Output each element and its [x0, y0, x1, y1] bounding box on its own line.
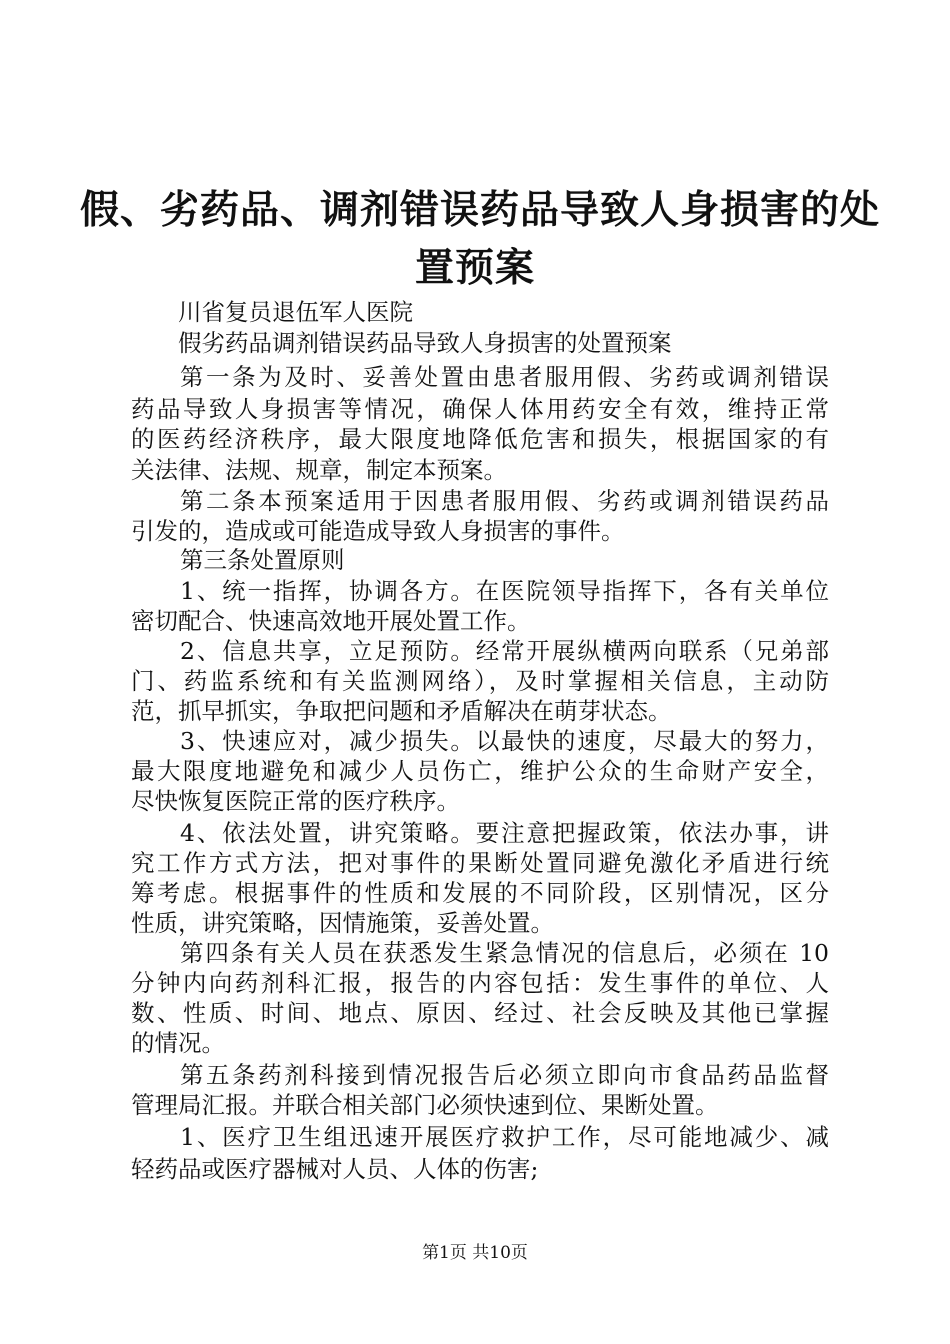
principle-3-line: 尽快恢复医院正常的医疗秩序。: [131, 787, 460, 815]
plan-subtitle: 假劣药品调剂错误药品导致人身损害的处置预案: [178, 329, 672, 357]
article-1-line: 关法律、法规、规章，制定本预案。: [131, 456, 507, 484]
principle-4-line: 究工作方式方法，把对事件的果断处置同避免激化矛盾进行统: [131, 849, 829, 877]
article-5-line: 管理局汇报。并联合相关部门必须快速到位、果断处置。: [131, 1091, 719, 1119]
principle-2-line: 范，抓早抓实，争取把问题和矛盾解决在萌芽状态。: [131, 697, 672, 725]
principle-4-line: 4、依法处置，讲究策略。要注意把握政策，依法办事，讲: [180, 819, 829, 847]
page-number-footer: 第1页 共10页: [422, 1243, 528, 1263]
article-4-line: 数、性质、时间、地点、原因、经过、社会反映及其他已掌握: [131, 999, 829, 1027]
article-4-line: 第四条有关人员在获悉发生紧急情况的信息后，必须在 10: [180, 939, 829, 967]
article-1-line: 药品导致人身损害等情况，确保人体用药安全有效，维持正常: [131, 395, 829, 423]
principle-4-line: 性质，讲究策略，因情施策，妥善处置。: [131, 909, 554, 937]
principle-1-line: 密切配合、快速高效地开展处置工作。: [131, 607, 531, 635]
principle-3-line: 3、快速应对，减少损失。以最快的速度，尽最大的努力，: [180, 727, 829, 755]
measure-1-line: 轻药品或医疗器械对人员、人体的伤害;: [131, 1155, 539, 1183]
principle-4-line: 筹考虑。根据事件的性质和发展的不同阶段，区别情况，区分: [131, 879, 829, 907]
principle-3-line: 最大限度地避免和减少人员伤亡，维护公众的生命财产安全，: [131, 757, 829, 785]
article-4-line: 分钟内向药剂科汇报，报告的内容包括：发生事件的单位、人: [131, 969, 829, 997]
hospital-name: 川省复员退伍军人医院: [178, 298, 413, 326]
article-2-line: 第二条本预案适用于因患者服用假、劣药或调剂错误药品: [180, 487, 829, 515]
principle-1-line: 1、统一指挥，协调各方。在医院领导指挥下，各有关单位: [180, 577, 829, 605]
measure-1-line: 1、医疗卫生组迅速开展医疗救护工作，尽可能地减少、减: [180, 1123, 829, 1151]
principle-2-line: 2、信息共享，立足预防。经常开展纵横两向联系（兄弟部: [180, 637, 829, 665]
article-1-line: 第一条为及时、妥善处置由患者服用假、劣药或调剂错误: [180, 363, 829, 391]
article-3-heading: 第三条处置原则: [180, 546, 345, 574]
article-1-line: 的医药经济秩序，最大限度地降低危害和损失，根据国家的有: [131, 425, 829, 453]
document-title-line-1: 假、劣药品、调剂错误药品导致人身损害的处: [80, 188, 881, 233]
document-title-line-2: 置预案: [414, 246, 535, 291]
article-5-line: 第五条药剂科接到情况报告后必须立即向市食品药品监督: [180, 1061, 829, 1089]
principle-2-line: 门、药监系统和有关监测网络），及时掌握相关信息，主动防: [131, 667, 829, 695]
article-2-line: 引发的，造成或可能造成导致人身损害的事件。: [131, 517, 625, 545]
article-4-line: 的情况。: [131, 1029, 225, 1057]
